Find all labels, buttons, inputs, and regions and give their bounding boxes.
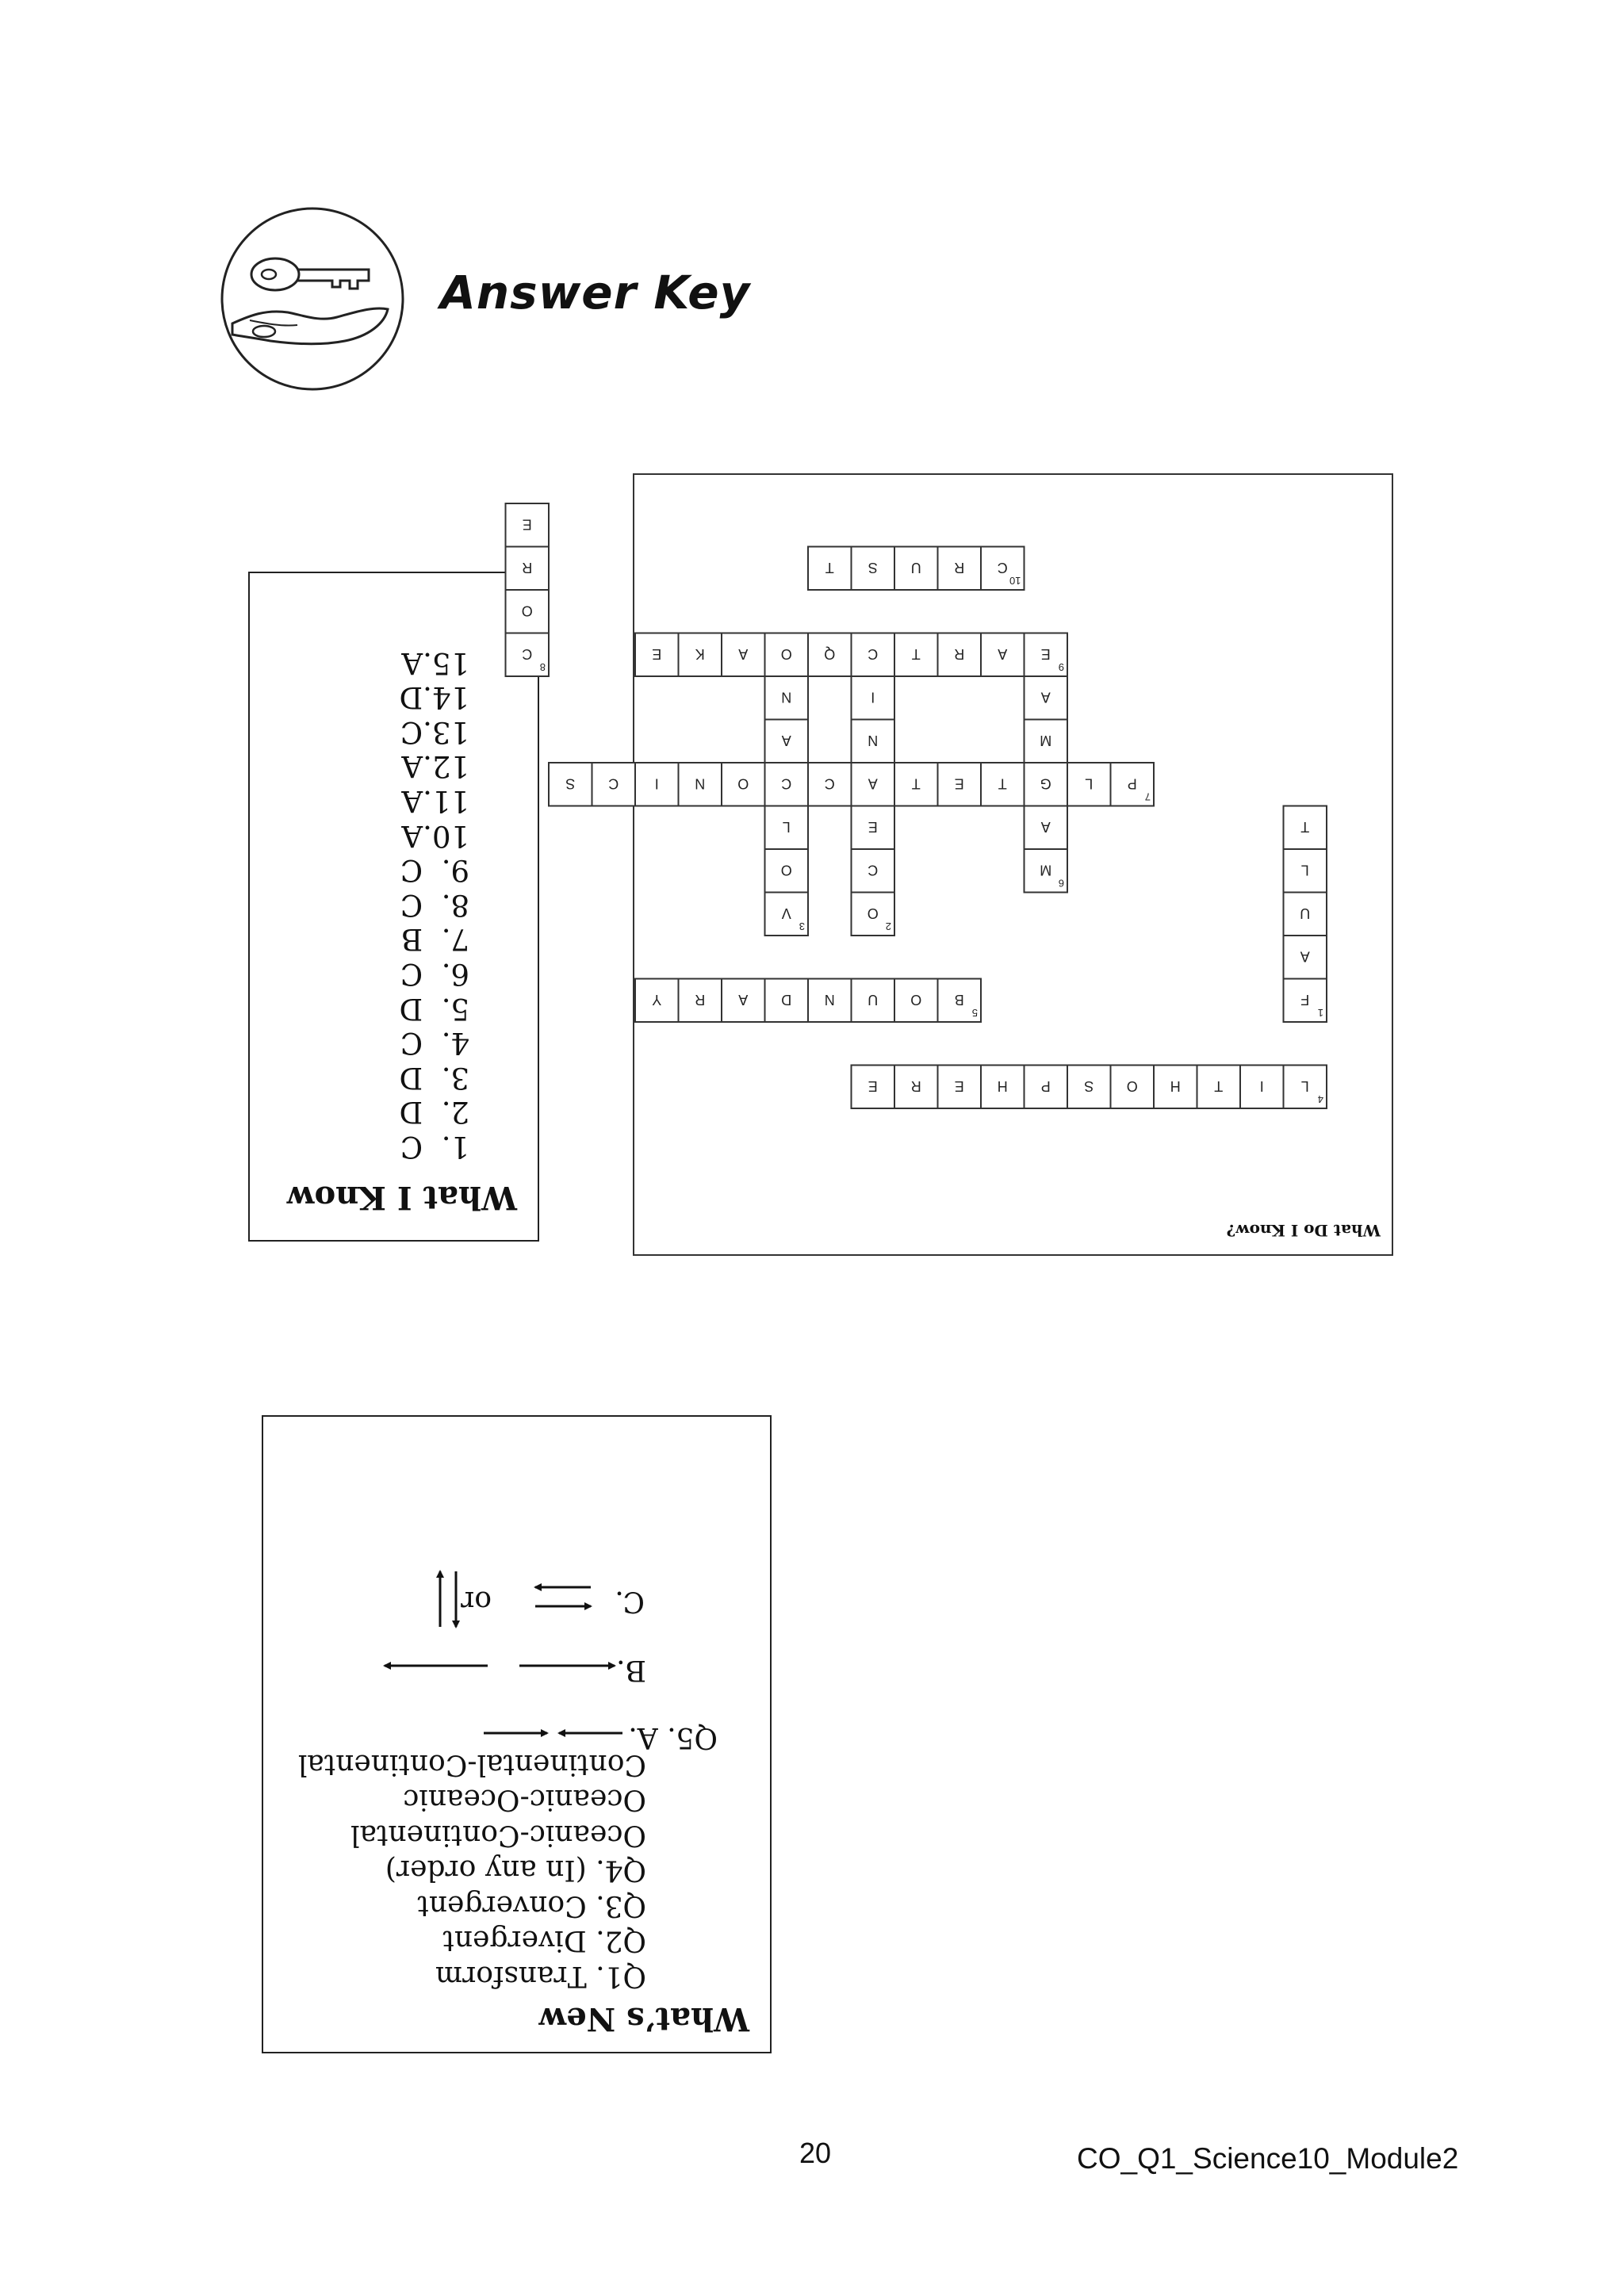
crossword-letter: C xyxy=(522,645,533,662)
crossword-cell xyxy=(852,763,895,806)
crossword-letter: O xyxy=(737,775,749,792)
module-code: CO_Q1_Science10_Module2 xyxy=(1077,2142,1459,2175)
crossword-letter: E xyxy=(868,1077,878,1094)
page-title: Answer Key xyxy=(440,266,751,320)
crossword-letter: L xyxy=(1300,862,1309,878)
crossword-cell xyxy=(1284,979,1327,1023)
answer-item: 7. B xyxy=(400,922,469,957)
crossword-cell xyxy=(1025,633,1068,677)
crossword-cell xyxy=(506,590,550,633)
answer-item: 12.A xyxy=(401,749,469,784)
crossword-grid xyxy=(521,475,1395,1257)
crossword-letter: I xyxy=(1259,1077,1264,1094)
or-label: or xyxy=(461,1585,492,1617)
crossword-cell xyxy=(722,633,765,677)
crossword-cell xyxy=(1284,849,1327,893)
crossword-letter: E xyxy=(1040,645,1051,662)
crossword-cell xyxy=(894,979,938,1023)
crossword-cell xyxy=(894,763,938,806)
crossword-cell xyxy=(1067,763,1111,806)
crossword-cell xyxy=(765,979,809,1023)
crossword-cell xyxy=(852,1066,895,1109)
crossword-cell xyxy=(506,547,550,591)
crossword-cell xyxy=(981,547,1025,591)
crossword-letter: C xyxy=(868,645,879,662)
b-label: B. xyxy=(616,1654,646,1686)
crossword-letter: G xyxy=(1040,775,1051,792)
crossword-cell xyxy=(852,633,895,677)
crossword-cell xyxy=(981,1066,1025,1109)
crossword-letter: O xyxy=(780,645,792,662)
answer-item: 13.C xyxy=(400,714,469,749)
crossword-cell xyxy=(808,633,852,677)
crossword-letter: C xyxy=(868,862,879,878)
crossword-cell xyxy=(722,763,765,806)
crossword-box xyxy=(521,473,1393,1256)
crossword-cell xyxy=(852,547,895,591)
crossword-letter: F xyxy=(1300,991,1310,1008)
crossword-clue-number: 5 xyxy=(971,1007,978,1019)
crossword-letter: I xyxy=(654,775,659,792)
what-i-know-answers xyxy=(399,645,469,1164)
crossword-letter: R xyxy=(954,645,965,662)
crossword-cell xyxy=(506,503,550,547)
answer-item: 5. D xyxy=(399,991,469,1026)
crossword-cell xyxy=(981,763,1025,806)
crossword-letter: O xyxy=(1126,1077,1138,1094)
crossword-cell xyxy=(852,676,895,720)
crossword-cell xyxy=(808,979,852,1023)
answer-item: 10.A xyxy=(401,818,469,853)
crossword-letter: A xyxy=(781,732,791,748)
crossword-letter: A xyxy=(868,775,878,792)
crossword-letter: D xyxy=(781,991,792,1008)
answer-item: 1. C xyxy=(400,1130,469,1164)
crossword-letter: R xyxy=(522,559,533,576)
crossword-letter: C xyxy=(608,775,619,792)
crossword-cell xyxy=(765,633,809,677)
crossword-letter: U xyxy=(868,991,879,1008)
crossword-cell xyxy=(852,849,895,893)
crossword-letter: N xyxy=(868,732,879,748)
crossword-cell xyxy=(1025,676,1068,720)
crossword-cell xyxy=(635,763,679,806)
crossword-letter: O xyxy=(910,991,922,1008)
crossword-cell xyxy=(1284,936,1327,979)
crossword-clue-number: 6 xyxy=(1058,877,1064,890)
answer-item: 2. D xyxy=(399,1095,469,1130)
whats-new-line: Q4. (In any order) xyxy=(385,1854,646,1887)
crossword-cell xyxy=(1154,1066,1197,1109)
crossword-cell xyxy=(635,633,679,677)
crossword-letter: T xyxy=(825,559,834,576)
crossword-letter: Y xyxy=(652,991,662,1008)
crossword-cell xyxy=(679,763,722,806)
whats-new-box xyxy=(262,1415,772,2053)
crossword-letter: E xyxy=(868,818,878,835)
crossword-letter: Q xyxy=(824,645,836,662)
crossword-letter: O xyxy=(521,603,533,619)
crossword-clue-number: 1 xyxy=(1317,1007,1323,1019)
answer-item: 11.A xyxy=(401,784,469,819)
crossword-letter: A xyxy=(738,991,749,1008)
crossword-cell xyxy=(1284,893,1327,936)
crossword-letter: L xyxy=(1300,1077,1309,1094)
crossword-cell xyxy=(938,633,982,677)
crossword-cell xyxy=(1025,849,1068,893)
crossword-letter: U xyxy=(910,559,921,576)
crossword-cell xyxy=(635,979,679,1023)
crossword-cell xyxy=(894,1066,938,1109)
crossword-letter: T xyxy=(1300,818,1310,835)
crossword-cell xyxy=(894,547,938,591)
crossword-letter: N xyxy=(695,775,706,792)
key-in-hand-icon xyxy=(218,205,407,393)
whats-new-title: What’s New xyxy=(538,2000,749,2038)
crossword-cell xyxy=(852,893,895,936)
crossword-cell xyxy=(981,633,1025,677)
crossword-cell xyxy=(1025,806,1068,850)
crossword-clue-number: 3 xyxy=(799,920,805,932)
what-i-know-title: What I Know xyxy=(287,1179,517,1216)
whats-new-line: Q2. Divergent xyxy=(442,1924,646,1957)
crossword-cell xyxy=(808,547,852,591)
crossword-letter: T xyxy=(998,775,1007,792)
crossword-cell xyxy=(938,1066,982,1109)
crossword-cell xyxy=(679,979,722,1023)
crossword-clue-number: 7 xyxy=(1144,790,1151,803)
crossword-letter: P xyxy=(1040,1077,1051,1094)
crossword-clue-number: 2 xyxy=(885,920,891,932)
crossword-cell xyxy=(765,849,809,893)
crossword-cell xyxy=(938,979,982,1023)
crossword-letter: I xyxy=(871,689,875,706)
crossword-letter: O xyxy=(867,905,879,921)
crossword-letter: M xyxy=(1040,732,1052,748)
crossword-clue-number: 4 xyxy=(1317,1093,1323,1105)
crossword-letter: C xyxy=(824,775,835,792)
crossword-cell xyxy=(722,979,765,1023)
whats-new-line: Q3. Convergent xyxy=(417,1889,646,1922)
crossword-letter: N xyxy=(781,689,792,706)
crossword-letter: E xyxy=(652,645,662,662)
page-number: 20 xyxy=(799,2137,832,2169)
crossword-letter: A xyxy=(998,645,1008,662)
crossword-cell xyxy=(1197,1066,1241,1109)
crossword-letter: U xyxy=(1300,905,1311,921)
crossword-cell xyxy=(1240,1066,1284,1109)
answer-item: 8. C xyxy=(400,887,469,922)
whats-new-line: Oceanic-Continental xyxy=(350,1819,646,1851)
crossword-letter: A xyxy=(738,645,749,662)
crossword-cell xyxy=(1111,763,1155,806)
answer-item: 3. D xyxy=(399,1060,469,1095)
c-label: C. xyxy=(615,1585,645,1617)
crossword-letter: R xyxy=(910,1077,921,1094)
crossword-clue-number: 8 xyxy=(539,661,546,673)
crossword-cell xyxy=(1025,763,1068,806)
crossword-cell xyxy=(938,547,982,591)
crossword-letter: C xyxy=(781,775,792,792)
crossword-cell xyxy=(549,763,592,806)
crossword-letter: S xyxy=(1084,1077,1094,1094)
answer-item: 9. C xyxy=(400,853,469,888)
answer-item: 14.D xyxy=(399,680,469,715)
crossword-letter: M xyxy=(1040,862,1052,878)
crossword-letter: N xyxy=(824,991,835,1008)
q5-label: Q5. A. xyxy=(628,1721,718,1754)
crossword-letter: C xyxy=(997,559,1008,576)
whats-new-line: Q1. Transform xyxy=(435,1960,646,1992)
crossword-letter: K xyxy=(695,645,705,662)
crossword-cell xyxy=(1067,1066,1111,1109)
crossword-cell xyxy=(852,720,895,763)
crossword-letter: R xyxy=(695,991,706,1008)
crossword-letter: E xyxy=(522,516,532,533)
answer-item: 15.A xyxy=(401,645,469,680)
crossword-cell xyxy=(1025,1066,1068,1109)
crossword-letter: A xyxy=(1300,948,1310,965)
crossword-cell xyxy=(938,763,982,806)
crossword-cell xyxy=(765,893,809,936)
crossword-cell xyxy=(1025,720,1068,763)
crossword-cell xyxy=(808,763,852,806)
crossword-clue-number: 10 xyxy=(1009,575,1021,587)
answer-item: 4. C xyxy=(400,1026,469,1061)
crossword-letter: L xyxy=(782,818,791,835)
crossword-letter: L xyxy=(1085,775,1094,792)
crossword-letter: A xyxy=(1040,689,1051,706)
crossword-letter: V xyxy=(781,905,791,921)
crossword-cell xyxy=(506,633,550,677)
crossword-letter: T xyxy=(911,645,921,662)
crossword-cell xyxy=(679,633,722,677)
crossword-letter: R xyxy=(954,559,965,576)
crossword-letter: B xyxy=(954,991,964,1008)
crossword-letter: S xyxy=(565,775,576,792)
crossword-cell xyxy=(765,763,809,806)
crossword-cell xyxy=(1284,806,1327,850)
plate-motion-arrows xyxy=(263,1417,773,2055)
crossword-cell xyxy=(894,633,938,677)
whats-new-line: Oceanic-Oceanic xyxy=(403,1783,646,1816)
crossword-letter: T xyxy=(1214,1077,1224,1094)
crossword-letter: T xyxy=(911,775,921,792)
crossword-letter: P xyxy=(1127,775,1137,792)
crossword-letter: A xyxy=(1040,818,1051,835)
crossword-cell xyxy=(765,806,809,850)
crossword-letter: H xyxy=(997,1077,1008,1094)
what-i-know-box xyxy=(248,572,539,1242)
crossword-letter: O xyxy=(780,862,792,878)
crossword-cell xyxy=(852,979,895,1023)
crossword-cell xyxy=(765,720,809,763)
crossword-letter: E xyxy=(954,1077,964,1094)
whats-new-line: Continental-Continental xyxy=(297,1748,646,1781)
crossword-caption: What Do I Know? xyxy=(1226,1221,1381,1240)
crossword-cell xyxy=(1111,1066,1155,1109)
crossword-clue-number: 9 xyxy=(1058,661,1064,673)
crossword-letter: S xyxy=(868,559,878,576)
crossword-cell xyxy=(765,676,809,720)
crossword-cell xyxy=(852,806,895,850)
crossword-letter: E xyxy=(954,775,964,792)
crossword-cell xyxy=(1284,1066,1327,1109)
crossword-letter: H xyxy=(1170,1077,1181,1094)
answer-item: 6. C xyxy=(400,957,469,992)
crossword-cell xyxy=(592,763,636,806)
